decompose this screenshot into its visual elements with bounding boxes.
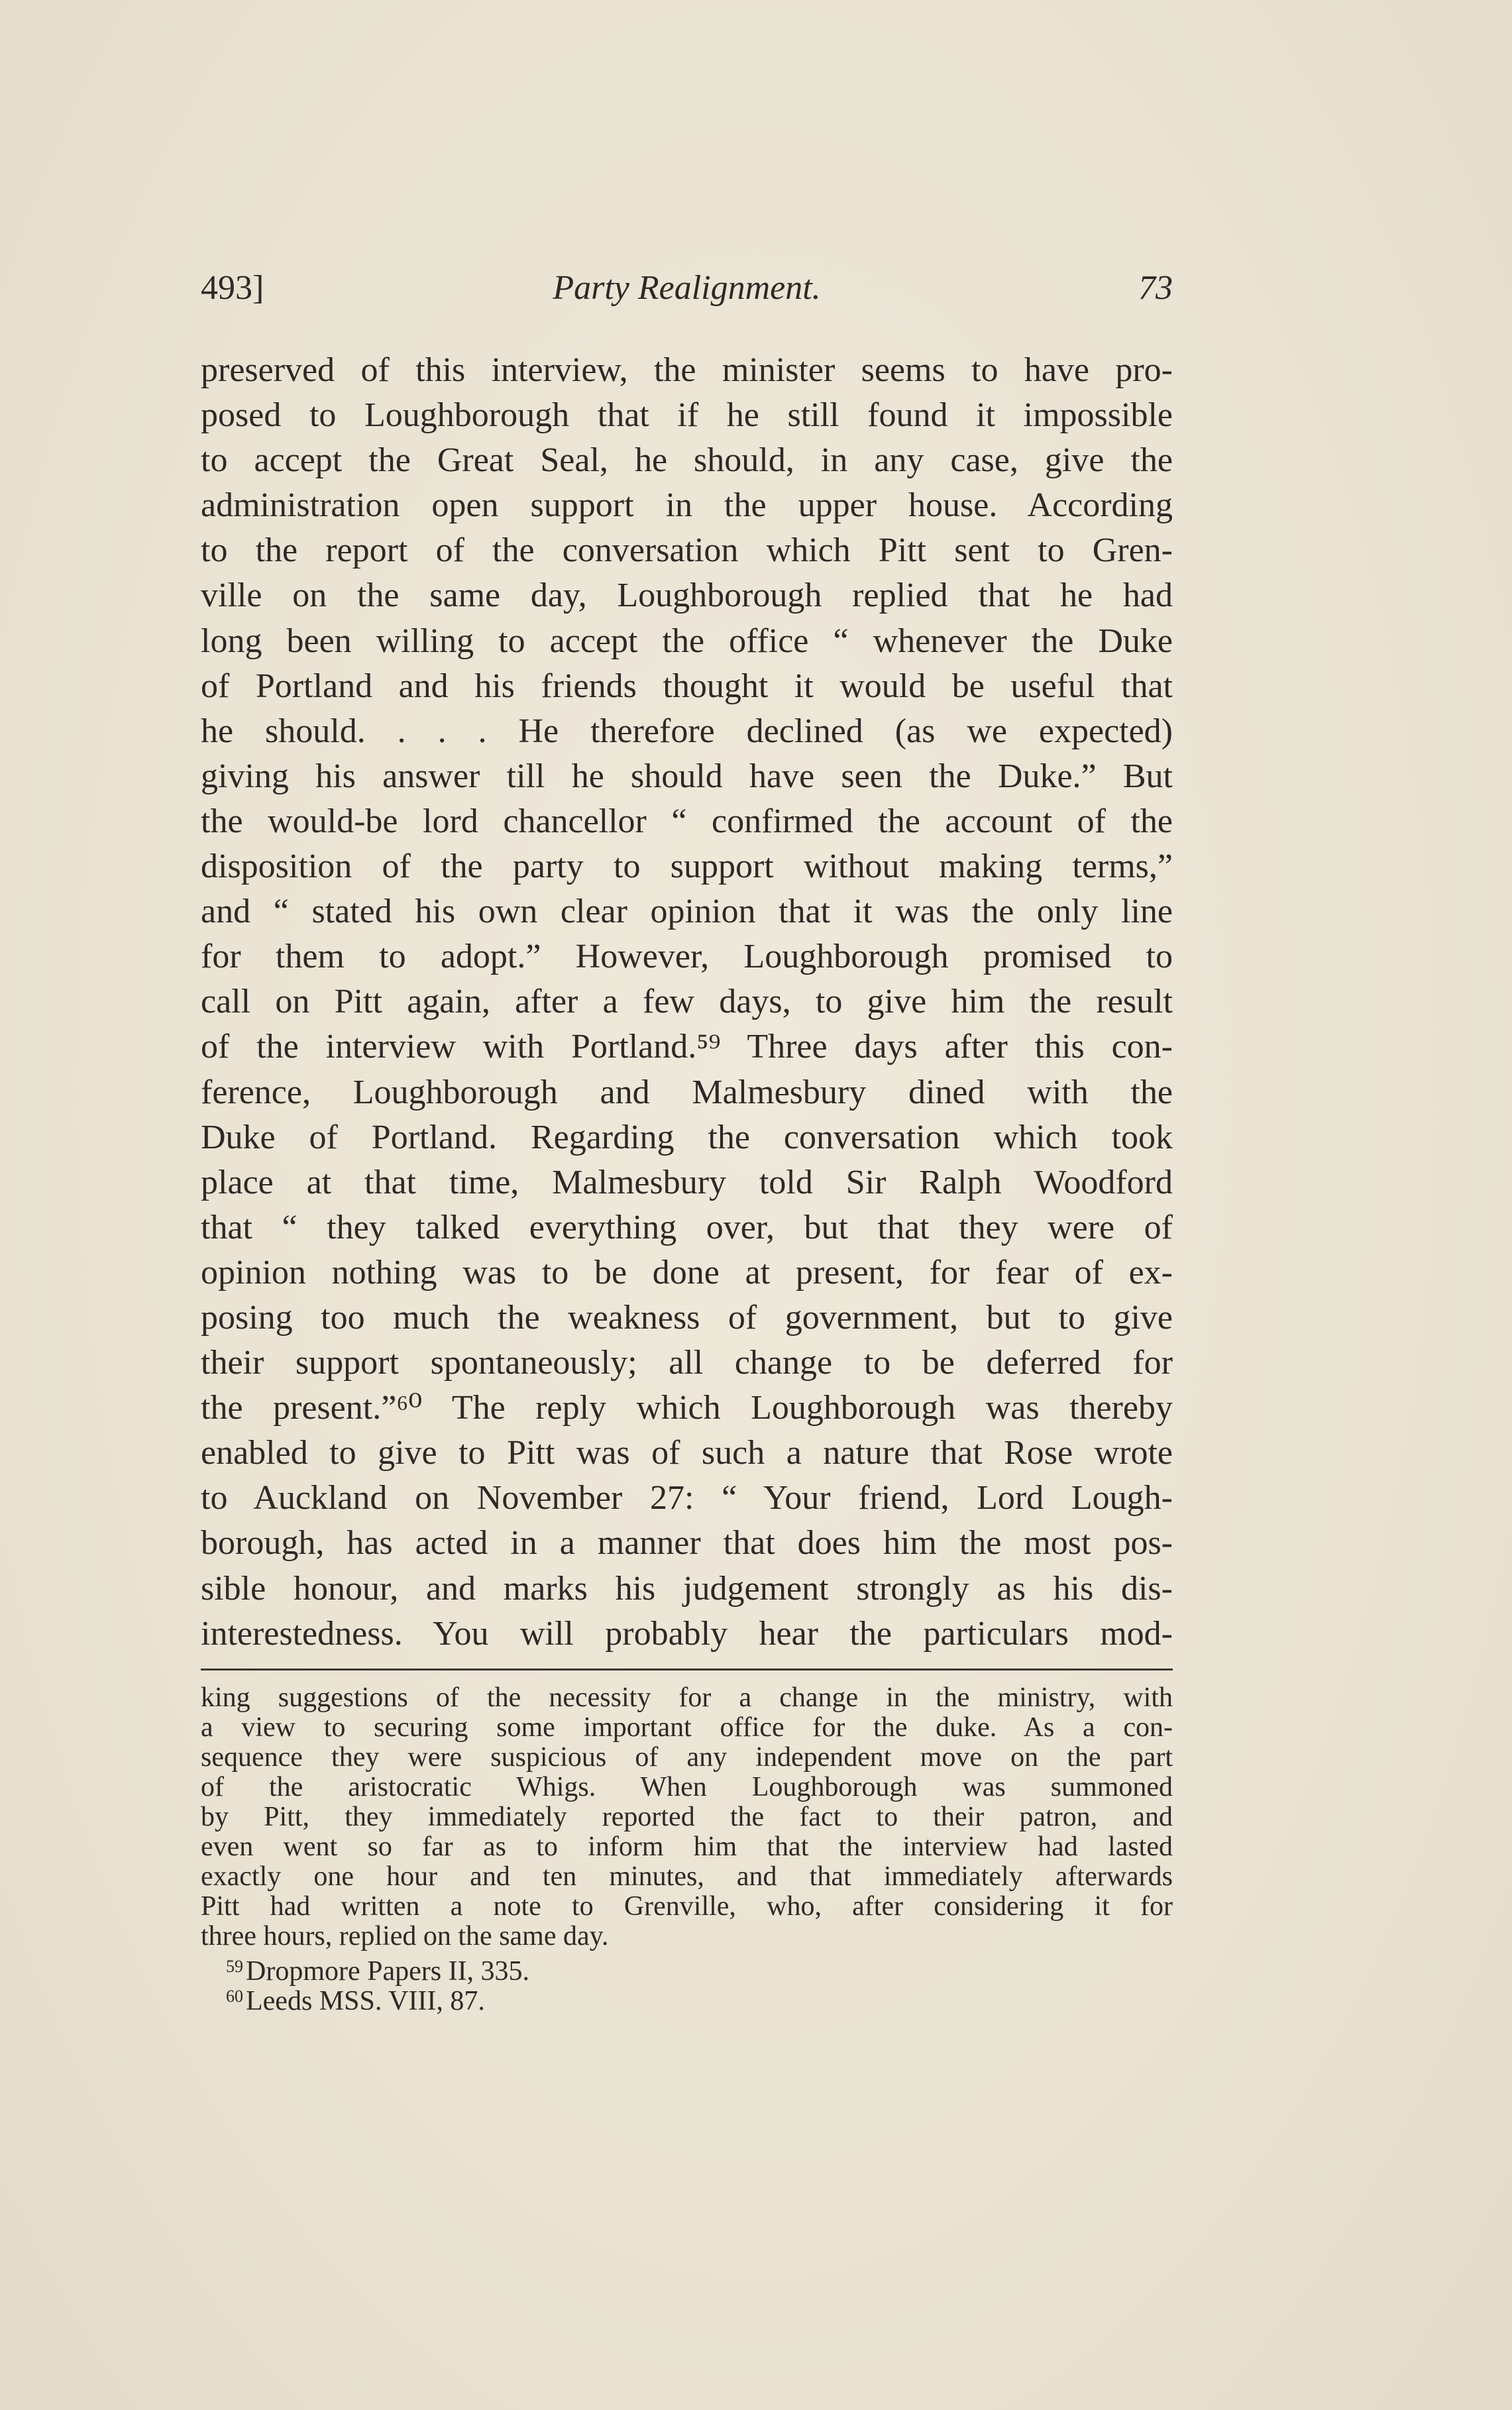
body-line: borough, has acted in a manner that does him the most pos-: [201, 1524, 1173, 1562]
footnote-number: 60: [226, 1987, 243, 2006]
footnote-text: Dropmore Papers II, 335.: [246, 1956, 530, 1987]
body-line: the would-be lord chancellor “ confirmed the account of the: [201, 802, 1173, 840]
body-line: enabled to give to Pitt was of such a nature that Rose wrote: [201, 1434, 1173, 1472]
body-line: place at that time, Malmesbury told Sir Ralph Woodford: [201, 1163, 1173, 1201]
body-line: their support spontaneously; all change to be deferred for: [201, 1344, 1173, 1382]
footnote-continuation-line: sequence they were suspicious of any independent move on the part: [201, 1742, 1173, 1773]
body-line: to accept the Great Seal, he should, in any case, give the: [201, 441, 1173, 480]
body-text: [201, 348, 1173, 1657]
footnote-continuation-line: three hours, replied on the same day.: [201, 1921, 609, 1951]
body-line: sible honour, and marks his judgement strongly as his dis-: [201, 1569, 1173, 1608]
body-line: he should. . . . He therefore declined (as we expected): [201, 712, 1173, 750]
body-line: posing too much the weakness of government, but to give: [201, 1298, 1173, 1337]
body-line: administration open support in the upper house. According: [201, 486, 1173, 525]
footnote-continuation-line: even went so far as to inform him that the interview had lasted: [201, 1832, 1173, 1862]
body-line: posed to Loughborough that if he still found it impossible: [201, 396, 1173, 435]
body-line: long been willing to accept the office “ whenever the Duke: [201, 622, 1173, 660]
footnote-number: 59: [226, 1957, 243, 1976]
header-section-number: 493]: [201, 269, 264, 307]
body-line: of the interview with Portland.⁵⁹ Three days after this con-: [201, 1028, 1173, 1066]
footnote-continuation-line: a view to securing some important office for the duke. As a con-: [201, 1712, 1173, 1743]
body-line: and “ stated his own clear opinion that it was the only line: [201, 893, 1173, 931]
footnotes: [201, 1682, 1173, 2016]
body-line: of Portland and his friends thought it would be useful that: [201, 667, 1173, 705]
body-line: Duke of Portland. Regarding the conversation which took: [201, 1118, 1173, 1156]
footnote-text: Leeds MSS. VIII, 87.: [246, 1986, 485, 2016]
body-line: to Auckland on November 27: “ Your friend, Lord Lough-: [201, 1479, 1173, 1517]
body-line: disposition of the party to support without making terms,”: [201, 848, 1173, 886]
body-line: opinion nothing was to be done at present, for fear of ex-: [201, 1253, 1173, 1291]
footnote-continuation-line: by Pitt, they immediately reported the fact to their patron, and: [201, 1802, 1173, 1832]
body-line: the present.”⁶⁰ The reply which Loughborough was thereby: [201, 1389, 1173, 1427]
footnote-continuation-line: Pitt had written a note to Grenville, who, after considering it for: [201, 1891, 1173, 1922]
body-line: for them to adopt.” However, Loughborough promised to: [201, 938, 1173, 976]
page-number: 73: [1138, 269, 1173, 307]
body-line: preserved of this interview, the minister seems to have pro-: [201, 351, 1173, 389]
running-header: [201, 262, 1173, 315]
body-line: to the report of the conversation which Pitt sent to Gren-: [201, 531, 1173, 570]
footnote-continuation-line: exactly one hour and ten minutes, and that immediately afterwards: [201, 1861, 1173, 1892]
body-line: that “ they talked everything over, but that they were of: [201, 1208, 1173, 1246]
footnote-60: [201, 1981, 1173, 2016]
footnote-divider: [201, 1669, 1173, 1671]
footnote-continuation-line: of the aristocratic Whigs. When Loughborough was summoned: [201, 1772, 1173, 1802]
body-line: giving his answer till he should have seen the Duke.” But: [201, 757, 1173, 795]
footnote-59: [201, 1951, 1173, 1987]
header-title: Party Realignment.: [553, 269, 821, 307]
body-line: call on Pitt again, after a few days, to give him the result: [201, 983, 1173, 1021]
body-line: ville on the same day, Loughborough replied that he had: [201, 576, 1173, 615]
footnote-continuation-line: king suggestions of the necessity for a change in the ministry, with: [201, 1682, 1173, 1713]
body-line: interestedness. You will probably hear the particulars mod-: [201, 1614, 1173, 1653]
body-line: ference, Loughborough and Malmesbury dined with the: [201, 1073, 1173, 1111]
